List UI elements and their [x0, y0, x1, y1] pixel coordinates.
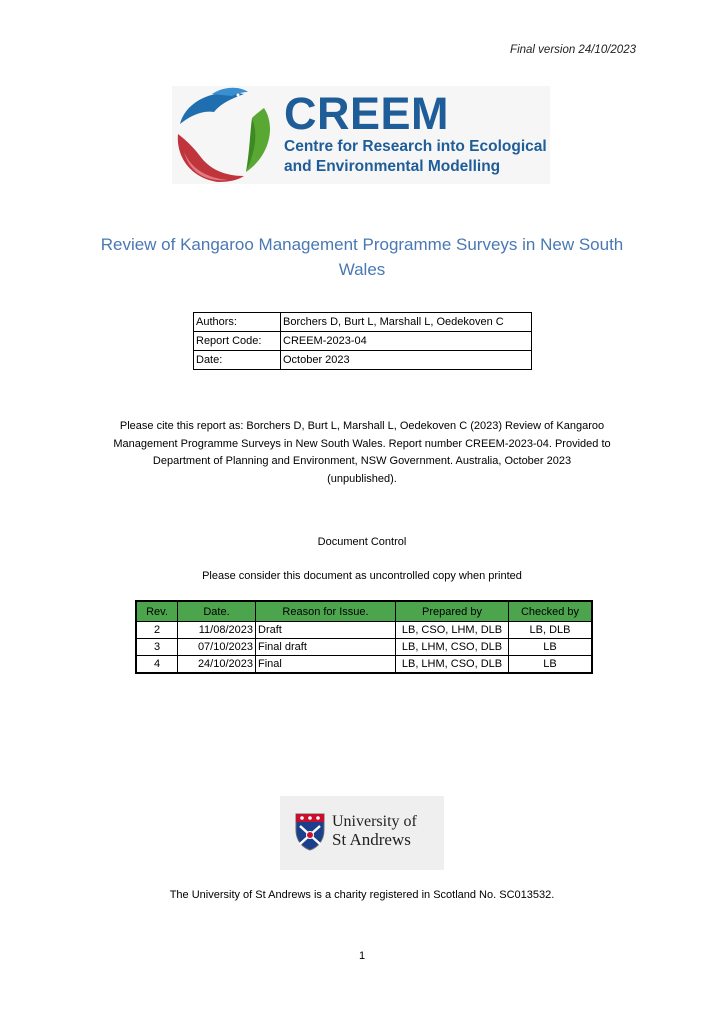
- date-cell: 07/10/2023: [178, 639, 256, 656]
- meta-row-authors: [194, 313, 532, 332]
- report-meta-table: [193, 312, 532, 370]
- column-header-date: Date.: [178, 601, 256, 622]
- checked-by-cell: LB, DLB: [509, 622, 593, 639]
- checked-by-cell: LB: [509, 639, 593, 656]
- reason-cell: Final: [256, 656, 396, 674]
- meta-row-date: [194, 351, 532, 370]
- revision-header-row: [136, 601, 592, 622]
- university-name-line1: University of: [332, 813, 417, 830]
- citation-line: Please cite this report as: Borchers D, Burt L, Marshall L, Oedekoven C (2023) Review of Kangaroo: [119, 420, 605, 432]
- report-title-line2: Wales: [338, 260, 386, 279]
- meta-value: Borchers D, Burt L, Marshall L, Oedekoven C: [281, 313, 532, 332]
- charity-statement: The University of St Andrews is a charity registered in Scotland No. SC013532.: [169, 889, 555, 901]
- column-header-prepared-by: Prepared by: [396, 601, 509, 622]
- prepared-by-cell: LB, CSO, LHM, DLB: [396, 622, 509, 639]
- creem-subtitle-line1: Centre for Research into Ecological: [284, 138, 547, 155]
- citation-line: Management Programme Surveys in New South Wales. Report number CREEM-2023-04. Provided to: [113, 437, 611, 450]
- document-control-heading: Document Control: [317, 536, 407, 548]
- column-header-reason: Reason for Issue.: [256, 601, 396, 622]
- citation-line: Department of Planning and Environment, NSW Government. Australia, October 2023: [152, 455, 572, 467]
- table-row: [136, 622, 592, 639]
- creem-wordmark: CREEM: [284, 88, 450, 139]
- citation-line: (unpublished).: [327, 472, 397, 485]
- meta-value: October 2023: [281, 351, 532, 370]
- report-title-line1: Review of Kangaroo Management Programme Surveys in New South: [100, 235, 624, 254]
- prepared-by-cell: LB, LHM, CSO, DLB: [396, 639, 509, 656]
- rev-cell: 4: [136, 656, 178, 674]
- report-title: [80, 232, 644, 282]
- column-header-rev: Rev.: [136, 601, 178, 622]
- meta-row-report-code: [194, 332, 532, 351]
- uncontrolled-copy-note: Please consider this document as uncontrolled copy when printed: [202, 570, 522, 582]
- revision-table: [135, 600, 593, 674]
- meta-key: Authors:: [194, 313, 281, 332]
- table-row: [136, 656, 592, 674]
- reason-cell: Draft: [256, 622, 396, 639]
- creem-logo: [172, 86, 550, 184]
- table-row: [136, 639, 592, 656]
- reason-cell: Final draft: [256, 639, 396, 656]
- date-cell: 11/08/2023: [178, 622, 256, 639]
- rev-cell: 2: [136, 622, 178, 639]
- st-andrews-logo: [280, 796, 444, 870]
- date-cell: 24/10/2023: [178, 656, 256, 674]
- meta-key: Report Code:: [194, 332, 281, 351]
- column-header-checked-by: Checked by: [509, 601, 593, 622]
- rev-cell: 3: [136, 639, 178, 656]
- meta-value: CREEM-2023-04: [281, 332, 532, 351]
- creem-subtitle-line2: and Environmental Modelling: [284, 158, 501, 175]
- st-andrews-crest-icon: [292, 812, 332, 852]
- prepared-by-cell: LB, LHM, CSO, DLB: [396, 656, 509, 674]
- creem-emblem-icon: [172, 86, 282, 184]
- page-number: 1: [358, 950, 366, 962]
- citation-paragraph: [80, 418, 644, 488]
- checked-by-cell: LB: [509, 656, 593, 674]
- meta-key: Date:: [194, 351, 281, 370]
- university-name-line2: St Andrews: [332, 830, 411, 849]
- version-label: Final version 24/10/2023: [510, 44, 636, 56]
